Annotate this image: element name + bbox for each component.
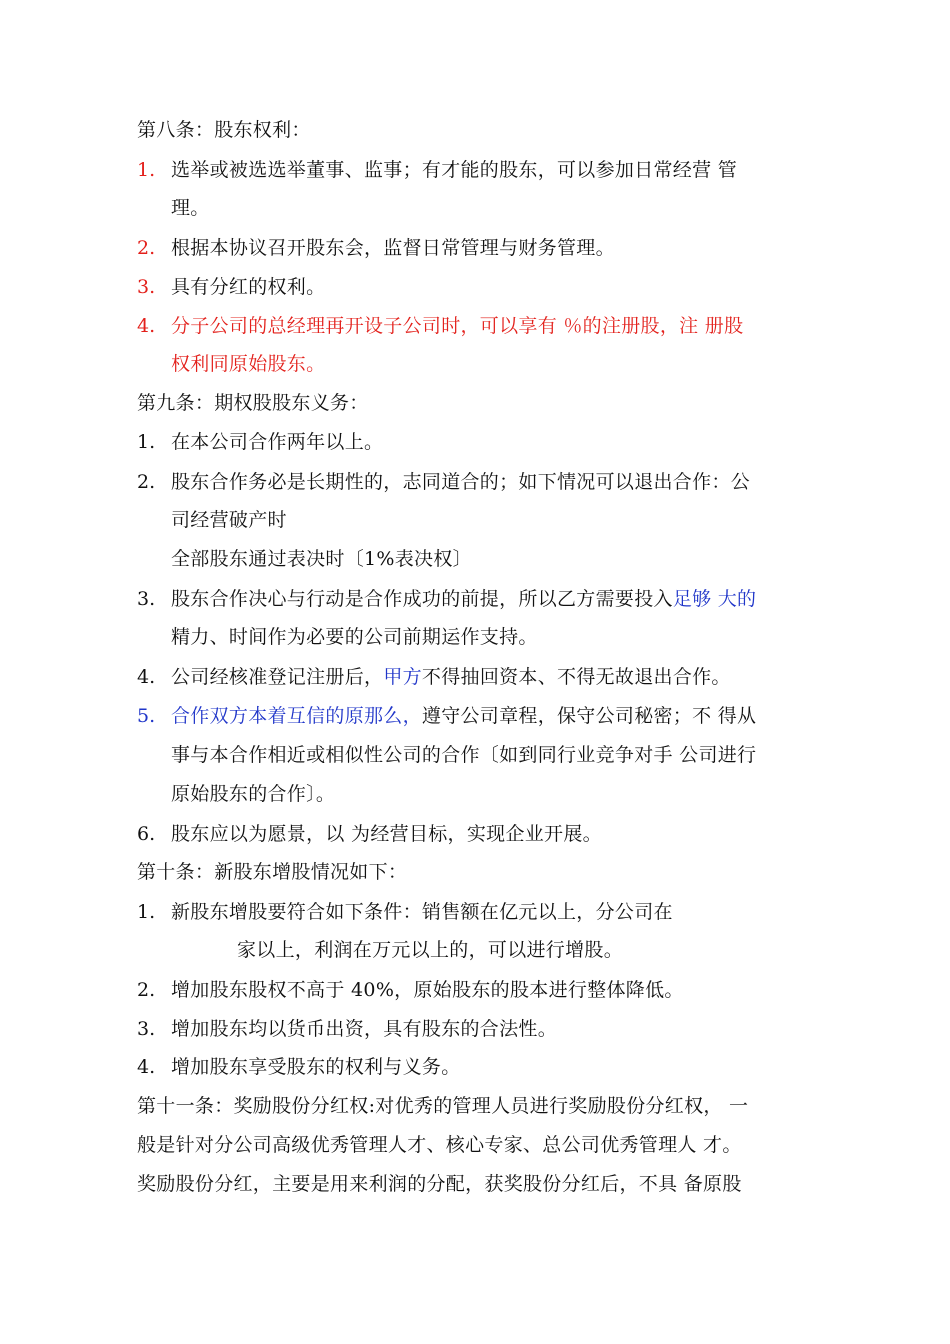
article-9-item-4-text-a: 公司经核准登记注册后， [171,666,384,688]
article-9-item-5-text-cont-2: 原始股东的合作〕。 [171,783,336,805]
article-10-item-1-text: 新股东增股要符合如下条件：销售额在亿元以上，分公司在 [171,901,673,923]
article-8-item-1-text-cont: 理。 [171,197,210,219]
article-8-heading: 第八条：股东权利： [137,119,311,141]
article-8-item-4-number: 4. [137,315,156,337]
article-9-item-5-number: 5. [137,705,156,727]
article-11-paragraph-line-2: 般是针对分公司高级优秀管理人才、核心专家、总公司优秀管理人 才。 [137,1134,742,1156]
article-9-heading: 第九条：期权股股东义务： [137,392,369,414]
article-10-item-4-text: 增加股东享受股东的权利与义务。 [171,1056,461,1078]
article-8-item-3-number: 3. [137,276,156,298]
article-10-item-2-number: 2. [137,979,156,1001]
article-9-item-1-text: 在本公司合作两年以上。 [171,431,384,453]
article-10-heading: 第十条：新股东增股情况如下： [137,861,408,883]
article-8-item-3-text: 具有分红的权利。 [171,276,326,298]
article-8-item-2-number: 2. [137,237,156,259]
article-8-item-1-number: 1. [137,159,156,181]
article-9-item-3-text-highlight: 足够 大的 [672,588,757,610]
article-9-item-5-text-cont: 事与本合作相近或相似性公司的合作〔如到同行业竞争对手 公司进行 [171,744,757,766]
article-9-item-4-text-c: 不得抽回资本、不得无故退出合作。 [421,666,731,688]
article-10-item-2-text: 增加股东股权不高于 40%，原始股东的股本进行整体降低。 [171,979,684,1001]
article-10-item-1-number: 1. [137,901,156,923]
article-9-item-4-number: 4. [137,666,156,688]
article-9-item-3-number: 3. [137,588,156,610]
article-9-item-2-text-cont: 司经营破产时 [171,509,287,531]
article-10-item-3-text: 增加股东均以货币出资，具有股东的合法性。 [171,1018,558,1040]
article-9-item-5-text-main: 遵守公司章程，保守公司秘密；不 得从 [421,705,757,727]
article-9-item-5-text-highlight: 合作双方本着互信的原那么， [171,705,422,727]
article-9-item-4-text [171,664,731,690]
article-8-item-2-text: 根据本协议召开股东会，监督日常管理与财务管理。 [171,237,615,259]
article-8-item-4-text-cont: 权利同原始股东。 [171,353,326,375]
article-9-item-5-text [171,703,756,729]
article-8-item-1-text: 选举或被选选举董事、监事；有才能的股东，可以参加日常经营 管 [171,159,738,181]
article-10-item-3-number: 3. [137,1018,156,1040]
article-10-item-4-number: 4. [137,1056,156,1078]
article-11-paragraph-line-1: 第十一条：奖励股份分红权:对优秀的管理人员进行奖励股份分红权， 一 [137,1095,749,1117]
article-9-item-6-number: 6. [137,823,156,845]
article-9-item-6-text: 股东应以为愿景，以 为经营目标，实现企业开展。 [171,823,602,845]
article-9-item-3-text [171,586,756,612]
article-9-item-2-text: 股东合作务必是长期性的，志同道合的；如下情况可以退出合作：公 [171,471,751,493]
article-9-item-4-text-highlight: 甲方 [383,666,422,688]
article-10-item-1-text-cont: 家以上，利润在万元以上的，可以进行增股。 [237,939,624,961]
article-9-item-2-text-cont-2: 全部股东通过表决时〔1%表决权〕 [171,548,472,570]
article-8-item-4-text: 分子公司的总经理再开设子公司时，可以享有 ％的注册股，注 册股 [171,315,744,337]
article-9-item-1-number: 1. [137,431,156,453]
article-9-item-3-text-cont: 精力、时间作为必要的公司前期运作支持。 [171,626,538,648]
article-9-item-2-number: 2. [137,471,156,493]
article-9-item-3-text-main: 股东合作决心与行动是合作成功的前提，所以乙方需要投入 [171,588,673,610]
article-11-paragraph-line-3: 奖励股份分红，主要是用来利润的分配，获奖股份分红后，不具 备原股 [137,1173,742,1195]
